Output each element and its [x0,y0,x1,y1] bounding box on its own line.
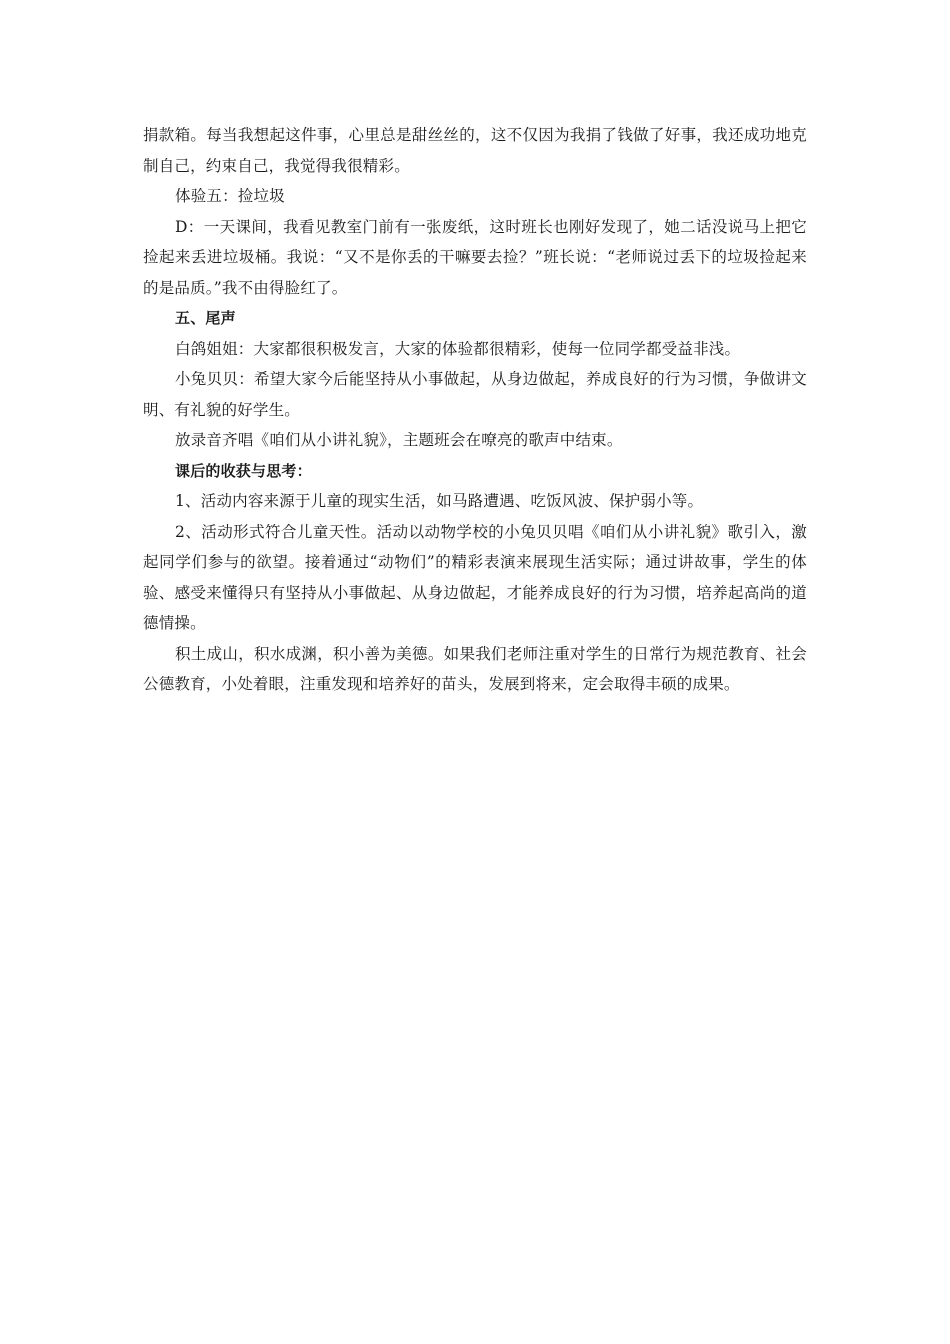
paragraph-picking-trash: D：一天课间，我看见教室门前有一张废纸，这时班长也刚好发现了，她二话没说马上把它捡起来丢进垃圾桶。我说：“又不是你丢的干嘛要去捡？”班长说：“老师说过丢下的垃圾捡起来的是品质。”我不由得脸红了。 [143,217,807,297]
paragraph-donation-box: 捐款箱。每当我想起这件事，心里总是甜丝丝的，这不仅因为我捐了钱做了好事，我还成功地克制自己，约束自己，我觉得我很精彩。 [143,126,807,175]
paragraph-reflection-2: 2、活动形式符合儿童天性。活动以动物学校的小兔贝贝唱《咱们从小讲礼貌》歌引入，激起同学们参与的欲望。接着通过“动物们”的精彩表演来展现生活实际；通过讲故事，学生的体验、感受来懂得只有坚持从小事做起、从身边做起，才能养成良好的行为习惯，培养起高尚的道德情操。 [143,522,807,632]
paragraph-reflection-1: 1、活动内容来源于儿童的现实生活，如马路遭遇、吃饭风波、保护弱小等。 [175,492,704,510]
paragraph-conclusion: 积土成山，积水成渊，积小善为美德。如果我们老师注重对学生的日常行为规范教育、社会公德教育，小处着眼，注重发现和培养好的苗头，发展到将来，定会取得丰硕的成果。 [143,644,807,693]
document-page [143,120,807,700]
paragraph-song-ending: 放录音齐唱《咱们从小讲礼貌》，主题班会在嘹亮的歌声中结束。 [175,431,623,449]
paragraph-white-dove: 白鸽姐姐：大家都很积极发言，大家的体验都很精彩，使每一位同学都受益非浅。 [175,339,741,358]
section-heading-epilogue: 五、尾声 [175,309,236,327]
paragraph-little-rabbit: 小兔贝贝：希望大家今后能坚持从小事做起，从身边做起，养成良好的行为习惯，争做讲文明、有礼貌的好学生。 [143,370,807,419]
heading-experience-five: 体验五：捡垃圾 [175,187,285,205]
section-heading-reflection: 课后的收获与思考： [175,461,312,480]
